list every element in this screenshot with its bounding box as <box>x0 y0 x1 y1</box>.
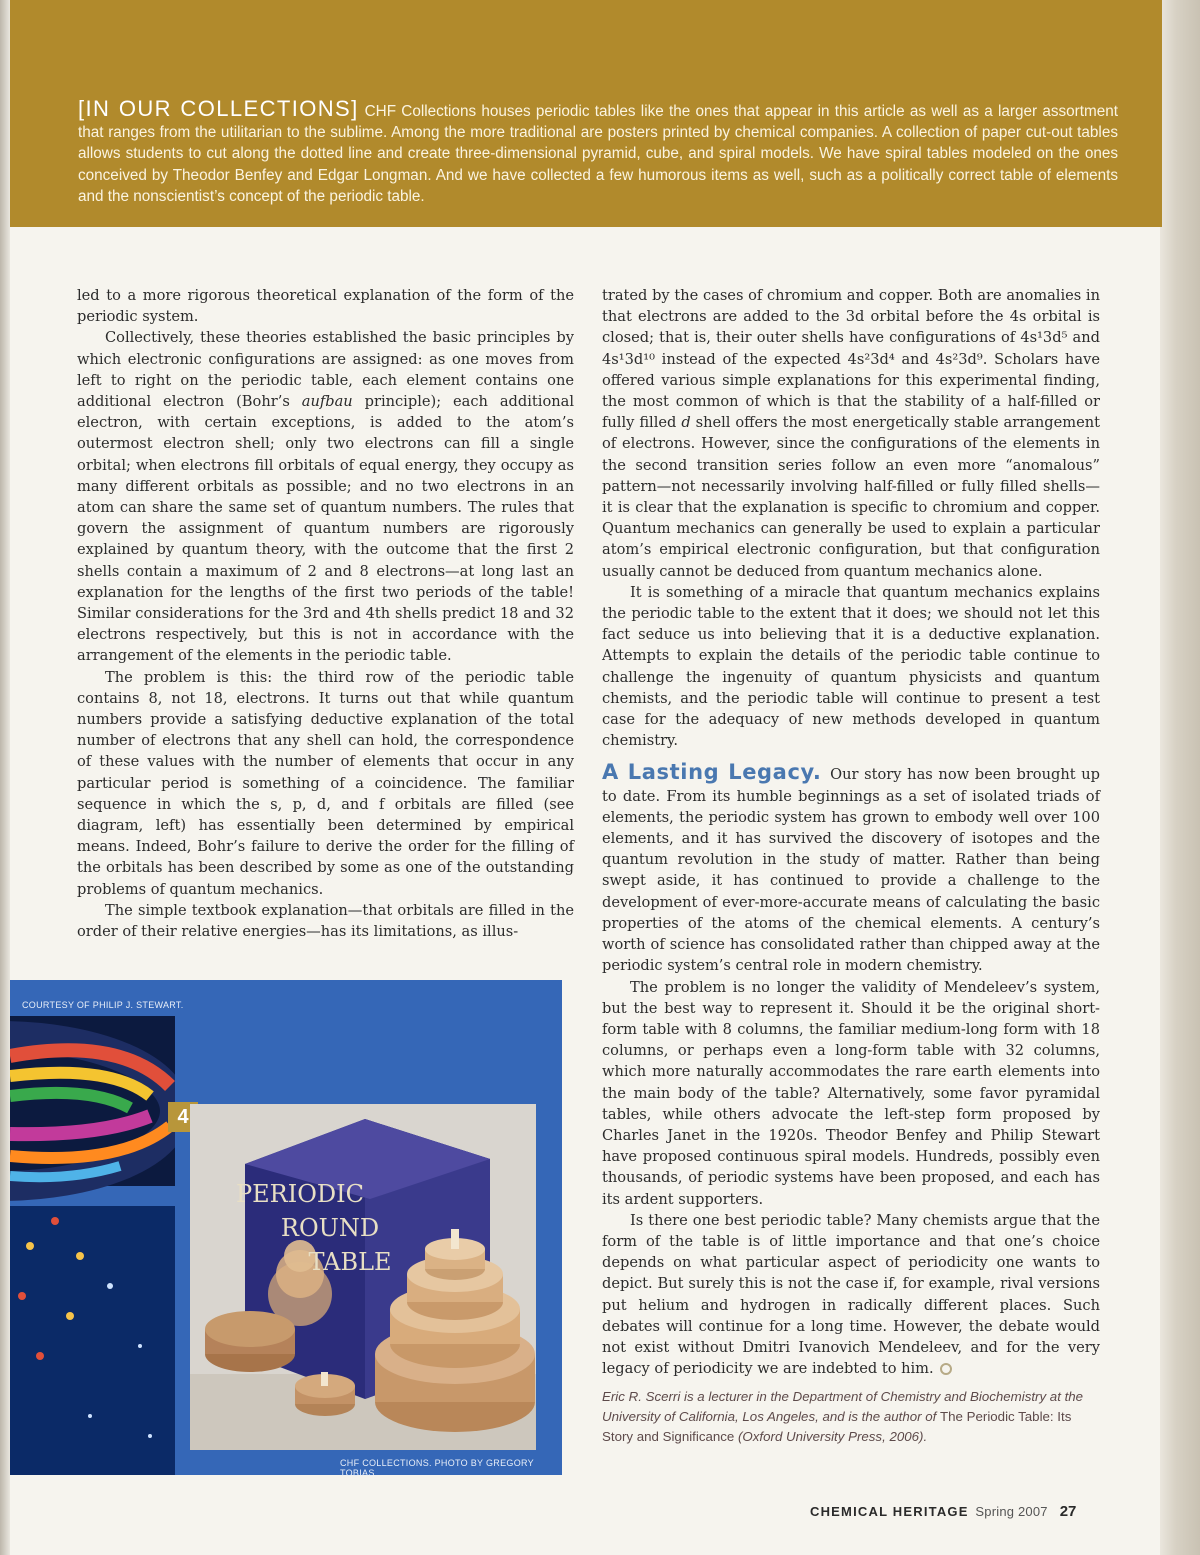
book-title: The Periodic Table: Its Story and Significance <box>602 1409 1072 1445</box>
box-title-line-3: TABLE <box>308 1248 392 1276</box>
magazine-name: CHEMICAL HERITAGE <box>810 1504 969 1519</box>
banner-label: [IN OUR COLLECTIONS] <box>78 96 359 121</box>
right-paragraph-4: The problem is no longer the validity of Mendeleev’s system, but the best way to represent it. Should it be the original short-form table with 8 columns, the familiar medium-long form with 18 columns, or perhaps even a long-form table with 32 columns, which more naturally accommodates the rare earth elements into the main body of the table? Alternatively, some favor pyramidal tables, while others advocate the left-step form proposed by Charles Janet in the 1920s. Theodor Benfey and Philip Stewart have proposed continuous spiral models. Hundreds, possibly even thousands, of periodic systems have been proposed, and each has its ardent supporters. <box>602 978 1100 1208</box>
left-paragraph-2: Collectively, these theories established the basic principles by which electronic configurations are assigned: as one moves from left to right on the periodic table, each element contains one additional electron (Bohr’s aufbau principle); each additional electron, with certain exceptions, is added to the atom’s outermost electron shell; only two electrons can fill a single orbital; when electrons fill orbitals of equal energy, they occupy as many different orbitals as possible; and no two electrons in an atom can share the same set of quantum numbers. The rules that govern the assignment of quantum numbers are rigorously explained by quantum theory, with the outcome that the first 2 shells contain a maximum of 2 and 8 electrons—at long last an explanation for the lengths of the first two periods of the table! Similar considerations for the 3rd and 4th shells predict 18 and 32 electrons respectively, but this is not in accordance with the arrangement of the elements in the periodic table. <box>77 329 574 665</box>
credit-stewart: COURTESY OF PHILIP J. STEWART. <box>22 1000 184 1010</box>
spiral-periodic-table-image <box>10 1016 175 1475</box>
left-paragraph-1: led to a more rigorous theoretical explanation of the form of the periodic system. <box>77 287 574 326</box>
figure-panel <box>10 980 562 1478</box>
config-expected-chromium: 4s²3d⁴ <box>847 350 895 368</box>
right-column <box>602 285 1100 1447</box>
issue-season: Spring 2007 <box>975 1504 1048 1519</box>
end-of-article-icon <box>940 1363 952 1375</box>
section-heading-lasting-legacy: A Lasting Legacy. <box>602 760 822 785</box>
credit-tobias: CHF COLLECTIONS. PHOTO BY GREGORY TOBIAS. <box>340 1458 534 1478</box>
periodic-round-table-photo <box>190 1104 536 1450</box>
figure-number-badge: 4 <box>168 1102 198 1132</box>
author-bio: Eric R. Scerri is a lecturer in the Department of Chemistry and Biochemistry at the University of California, Los Angeles, and is the author of The Periodic Table: Its Story and Significance (Oxford University Press, 2006). <box>602 1389 1084 1445</box>
collections-banner-text <box>78 98 1118 207</box>
right-paragraph-3: A Lasting Legacy. Our story has now been brought up to date. From its humble beginnings as a set of isolated triads of elements, the periodic system has grown to embody well over 100 elements, and it has survived the discovery of isotopes and the quantum revolution in the study of matter. Rather than being swept aside, it has continued to provide a challenge to the development of ever-more-accurate means of calculating the basic properties of the atoms of the chemical elements. A century’s worth of science has consolidated rather than chipped away at the periodic system’s central role in modern chemistry. <box>602 760 1100 975</box>
right-paragraph-5: Is there one best periodic table? Many chemists argue that the form of the table is of little importance and that one’s choice depends on what particular aspect of periodicity one wants to depict. But surely this is not the case if, for example, rival versions put helium and hydrogen in radically different places. Such debates will continue for a long time. However, the debate would not exist without Dmitri Ivanovich Mendeleev, and for the very legacy of periodicity we are indebted to him. <box>602 1211 1100 1378</box>
page-edge-stack <box>1160 0 1200 1555</box>
left-paragraph-4: The simple textbook explanation—that orbitals are filled in the order of their relative energies—has its limitations, as illus- <box>77 901 574 941</box>
left-paragraph-3: The problem is this: the third row of the periodic table contains 8, not 18, electrons. It turns out that while quantum numbers provide a satisfying deductive explanation of the total number of electrons that any shell can hold, the correspondence of these values with the number of elements that occur in any particular period is something of a coincidence. The familiar sequence in which the s, p, d, and f orbitals are filled (see diagram, left) has essentially been determined by empirical means. Indeed, Bohr’s failure to derive the order for the filling of the orbitals has been described by some as one of the outstanding problems of quantum mechanics. <box>77 668 574 898</box>
page-footer <box>810 1503 1076 1520</box>
right-paragraph-1: trated by the cases of chromium and copper. Both are anomalies in that electrons are added to the 3d orbital before the 4s orbital is closed; that is, their outer shells have configurations of 4s¹3d⁵ and 4s¹3d¹⁰ instead of the expected 4s²3d⁴ and 4s²3d⁹. Scholars have offered various simple explanations for this experimental finding, the most common of which is that the stability of a half-filled or fully filled d shell offers the most energetically stable arrangement of electrons. However, since the configurations of the elements in the second transition series follow an even more “anomalous” pattern—not necessarily involving half-filled or fully filled shells—it is clear that the explanation is specific to chromium and copper. Quantum mechanics can generally be used to explain a particular atom’s empirical electronic configuration, but that configuration usually cannot be deduced from quantum mechanics alone. <box>602 287 1100 580</box>
box-title-line-2: ROUND <box>280 1214 380 1242</box>
config-copper: 4s¹3d¹⁰ <box>602 350 655 368</box>
box-title-line-1: PERIODIC <box>236 1180 364 1208</box>
inner-gutter <box>0 0 10 1555</box>
aufbau-term: aufbau <box>301 393 353 411</box>
banner-body: CHF Collections houses periodic tables like the ones that appear in this article as well as a larger assortment that ranges from the utilitarian to the sublime. Among the more traditional are posters printed by chemical companies. A collection of paper cut-out tables allows students to cut along the dotted line and create three-dimensional pyramid, cube, and spiral models. We have spiral tables modeled on the ones conceived by Theodor Benfey and Edgar Longman. And we have collected a few humorous items as well, such as a politically correct table of elements and the nonscientist’s concept of the periodic table. <box>78 103 1118 205</box>
right-paragraph-2: It is something of a miracle that quantum mechanics explains the periodic table to the extent that it does; we should not let this fact seduce us into believing that it is a deductive explanation. Attempts to explain the details of the periodic table continue to challenge the ingenuity of quantum physicists and quantum chemists, and the periodic table will continue to present a test case for the adequacy of new methods developed in quantum chemistry. <box>602 583 1100 750</box>
config-expected-copper: 4s²3d⁹ <box>935 350 983 368</box>
page-number: 27 <box>1059 1503 1077 1520</box>
left-column <box>77 285 574 942</box>
config-chromium: 4s¹3d⁵ <box>1020 329 1068 347</box>
